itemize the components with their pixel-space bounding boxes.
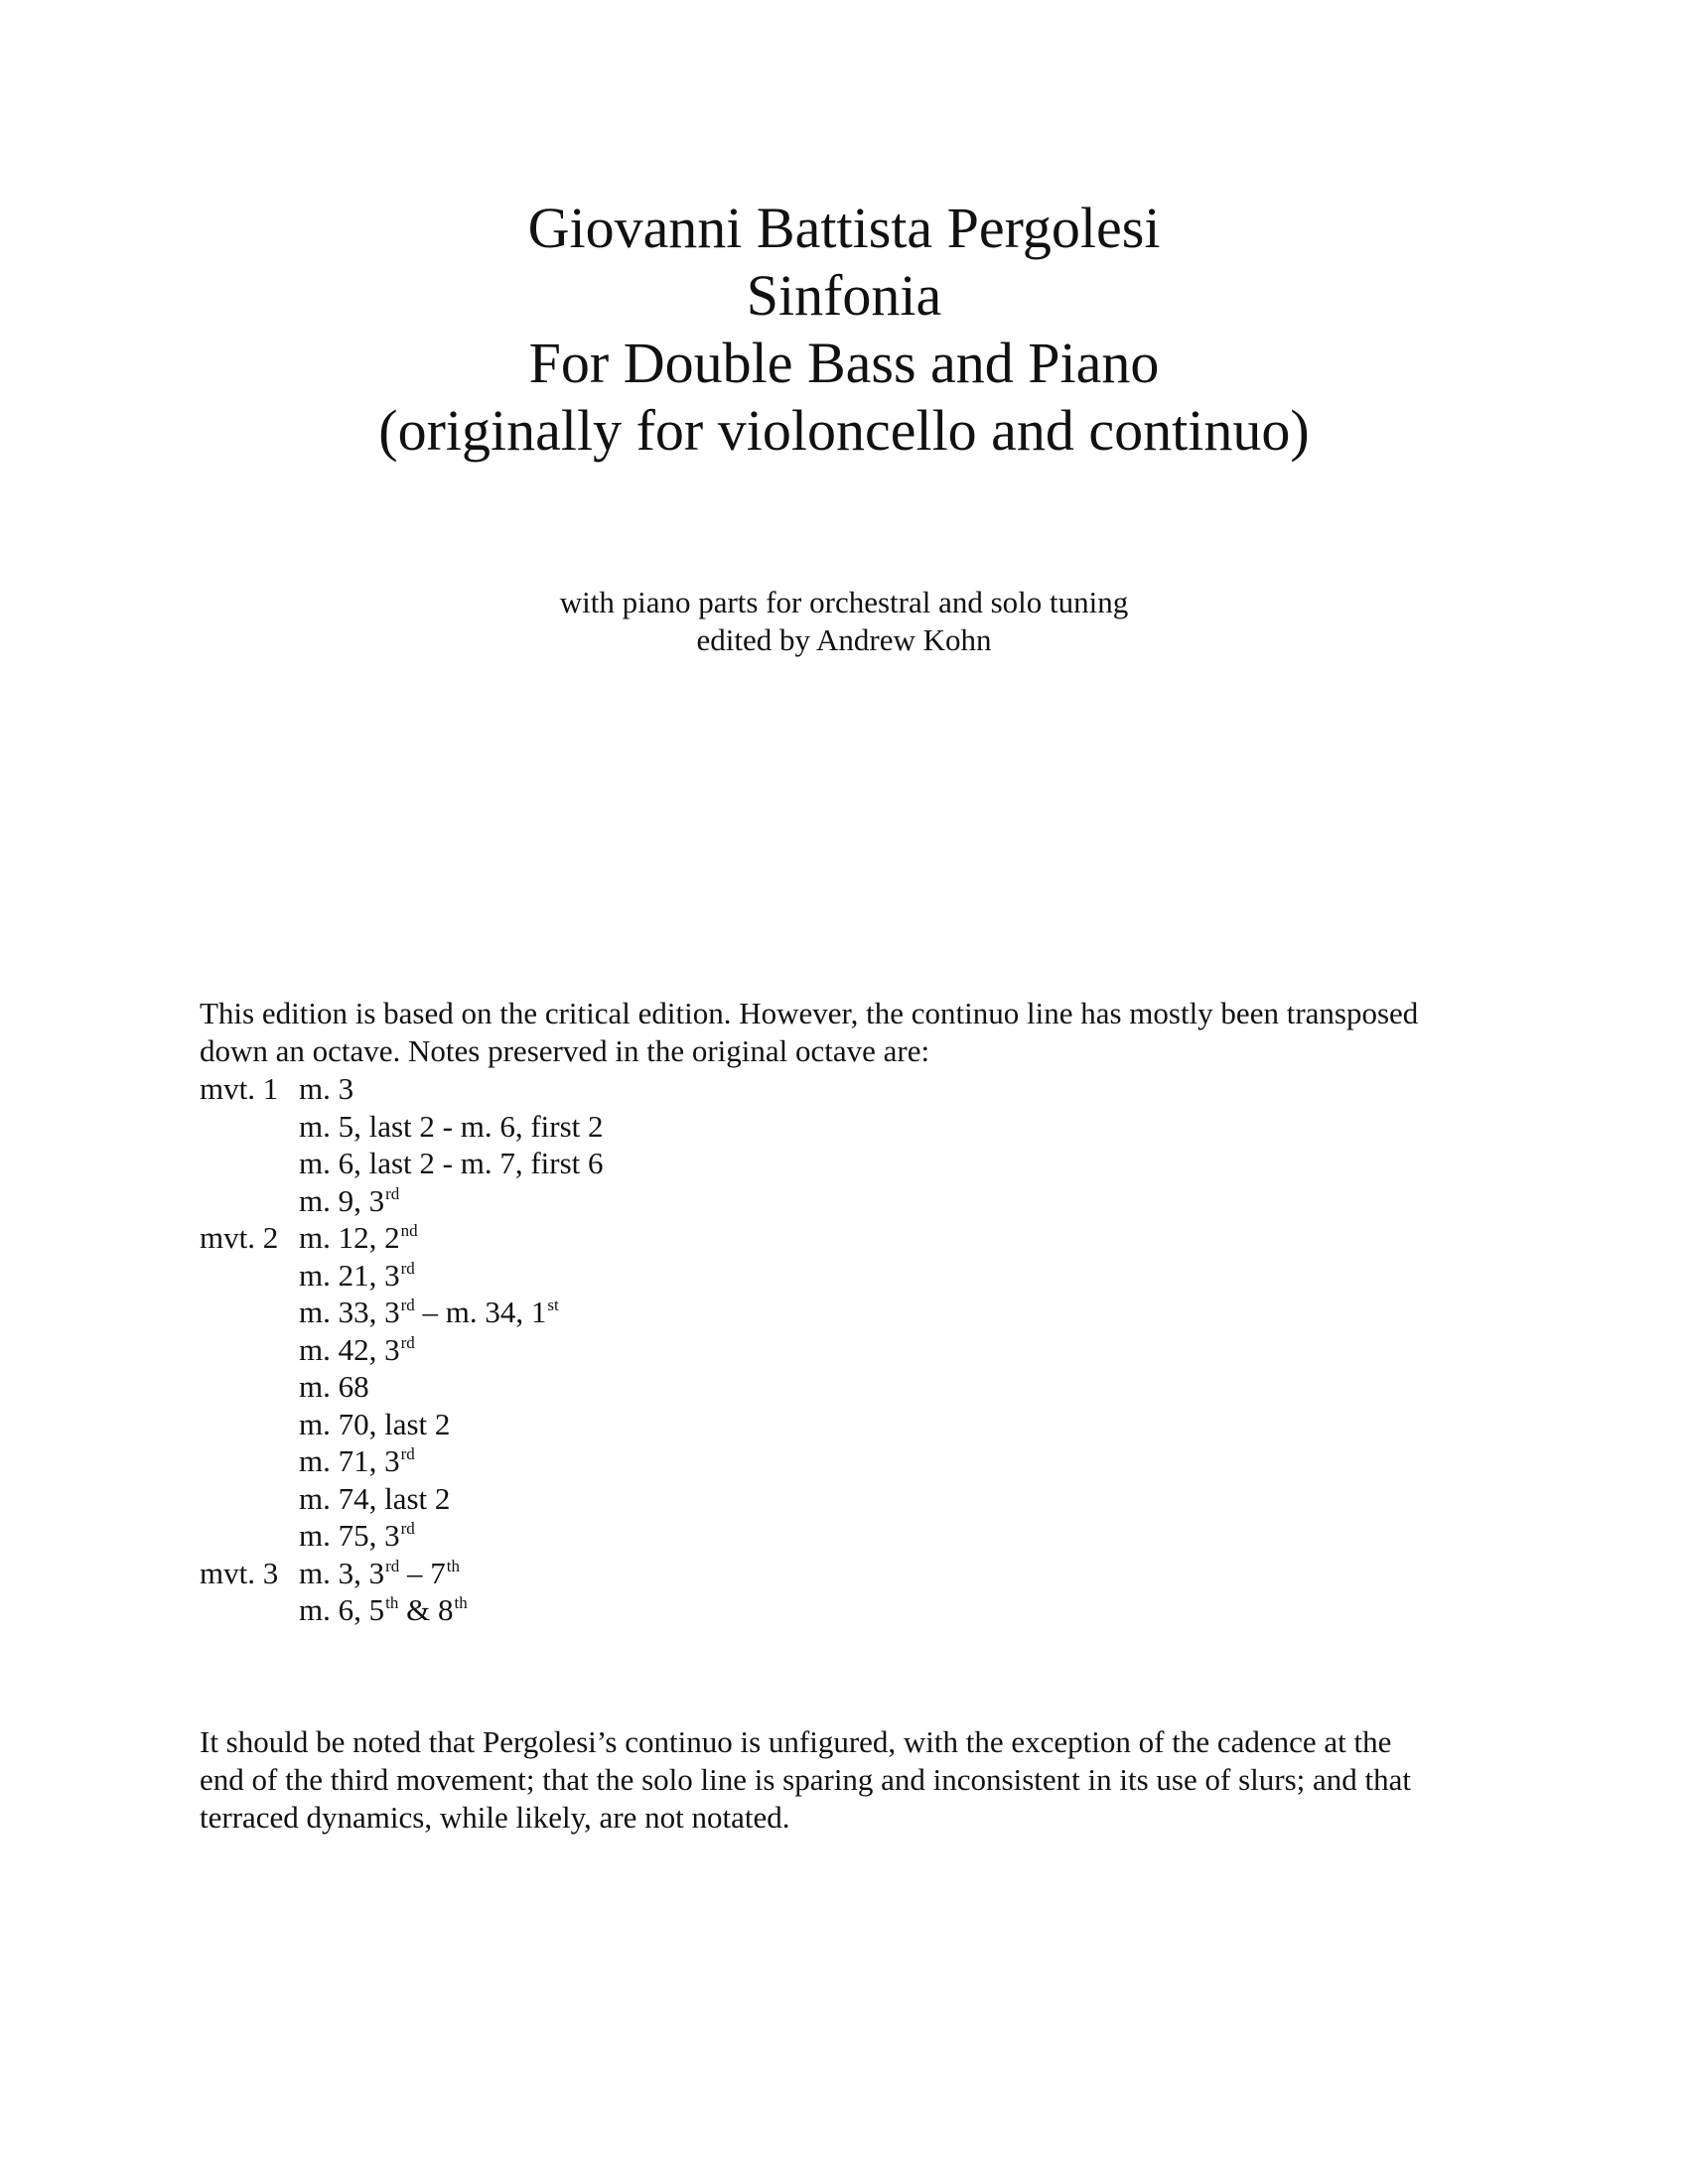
movement-label <box>200 1145 299 1182</box>
measure-reference <box>299 1368 369 1406</box>
instrumentation: For Double Bass and Piano <box>528 331 1160 395</box>
ordinal-suffix: nd <box>400 1221 418 1240</box>
ordinal-suffix: rd <box>400 1332 415 1352</box>
note-row <box>200 1480 1490 1518</box>
measure-text: m. 9, 3 <box>299 1182 385 1218</box>
movement-label <box>200 1480 299 1518</box>
measure-reference <box>299 1555 460 1592</box>
note-row <box>200 1108 1490 1146</box>
movement-label <box>200 1182 299 1220</box>
note-row <box>200 1368 1490 1406</box>
measure-reference <box>299 1442 415 1480</box>
measure-reference <box>299 1145 604 1182</box>
measure-reference <box>299 1257 415 1295</box>
intro-paragraph <box>200 995 1490 1070</box>
measure-text: & 8 <box>398 1592 454 1627</box>
subtitle-block <box>0 584 1688 659</box>
intro-line-2: down an octave. Notes preserved in the original octave are: <box>200 1033 930 1068</box>
movement-label <box>200 1368 299 1406</box>
measure-text: m. 71, 3 <box>299 1443 400 1478</box>
closing-paragraph <box>200 1723 1490 1837</box>
measure-text: m. 74, last 2 <box>299 1480 451 1516</box>
measure-text: m. 3 <box>299 1071 354 1106</box>
note-row <box>200 1555 1490 1592</box>
original-instrumentation: (originally for violoncello and continuo) <box>378 398 1310 463</box>
ordinal-suffix: rd <box>400 1519 415 1538</box>
measure-text: m. 6, 5 <box>299 1592 385 1627</box>
note-row <box>200 1219 1490 1257</box>
note-row <box>200 1406 1490 1443</box>
editor-credit: edited by Andrew Kohn <box>696 622 992 657</box>
note-row <box>200 1331 1490 1369</box>
measure-reference <box>299 1406 450 1443</box>
measure-text: m. 21, 3 <box>299 1257 400 1293</box>
measure-reference <box>299 1219 418 1257</box>
ordinal-suffix: st <box>547 1296 559 1314</box>
movement-label <box>200 1517 299 1555</box>
ordinal-suffix: rd <box>385 1556 400 1575</box>
measure-reference <box>299 1517 415 1555</box>
measure-text: m. 33, 3 <box>299 1295 400 1329</box>
closing-line-3: terraced dynamics, while likely, are not notated. <box>200 1800 790 1835</box>
note-row <box>200 1070 1490 1108</box>
closing-line-2: end of the third movement; that the solo line is sparing and inconsistent in its use of slurs; and that <box>200 1762 1412 1797</box>
measure-text: m. 70, last 2 <box>299 1406 451 1441</box>
movement-label <box>200 1294 299 1331</box>
measure-text: – m. 34, 1 <box>414 1295 547 1329</box>
intro-line-1: This edition is based on the critical edition. However, the continuo line has mostly been transposed <box>200 996 1419 1030</box>
measure-reference <box>299 1182 399 1220</box>
measure-reference <box>299 1480 450 1518</box>
ordinal-suffix: rd <box>385 1183 400 1203</box>
title-block <box>0 195 1688 465</box>
ordinal-suffix: rd <box>400 1296 415 1314</box>
measure-reference <box>299 1070 353 1108</box>
movement-label <box>200 1331 299 1369</box>
ordinal-suffix: rd <box>400 1444 415 1463</box>
measure-reference <box>299 1294 559 1331</box>
movement-label: mvt. 2 <box>200 1220 279 1255</box>
composer-name: Giovanni Battista Pergolesi <box>527 196 1161 260</box>
ordinal-suffix: th <box>385 1593 399 1612</box>
measure-reference <box>299 1591 468 1629</box>
measure-reference <box>299 1108 604 1146</box>
movement-label <box>200 1406 299 1443</box>
measure-text: m. 68 <box>299 1369 369 1404</box>
note-row <box>200 1442 1490 1480</box>
movement-label: mvt. 1 <box>200 1071 279 1106</box>
note-row <box>200 1145 1490 1182</box>
measure-text: m. 5, last 2 - m. 6, first 2 <box>299 1108 604 1144</box>
measure-text: m. 3, 3 <box>299 1555 385 1590</box>
work-title: Sinfonia <box>746 263 942 328</box>
measure-text: m. 75, 3 <box>299 1518 400 1553</box>
note-row <box>200 1517 1490 1555</box>
movement-label <box>200 1591 299 1629</box>
ordinal-suffix: th <box>454 1593 468 1612</box>
movement-label <box>200 1108 299 1146</box>
preserved-notes-list <box>200 1070 1490 1629</box>
subtitle-line-1: with piano parts for orchestral and solo tuning <box>559 585 1129 619</box>
closing-line-1: It should be noted that Pergolesi’s continuo is unfigured, with the exception of the cadence at the <box>200 1724 1392 1759</box>
note-row <box>200 1294 1490 1331</box>
ordinal-suffix: rd <box>400 1258 415 1278</box>
note-row <box>200 1182 1490 1220</box>
measure-text: m. 12, 2 <box>299 1220 400 1255</box>
note-row <box>200 1257 1490 1295</box>
ordinal-suffix: th <box>446 1556 461 1575</box>
measure-text: – 7 <box>399 1555 446 1590</box>
note-row <box>200 1591 1490 1629</box>
measure-text: m. 42, 3 <box>299 1331 400 1367</box>
measure-reference <box>299 1331 415 1369</box>
movement-label <box>200 1257 299 1295</box>
movement-label <box>200 1442 299 1480</box>
measure-text: m. 6, last 2 - m. 7, first 6 <box>299 1146 604 1180</box>
movement-label: mvt. 3 <box>200 1555 279 1590</box>
